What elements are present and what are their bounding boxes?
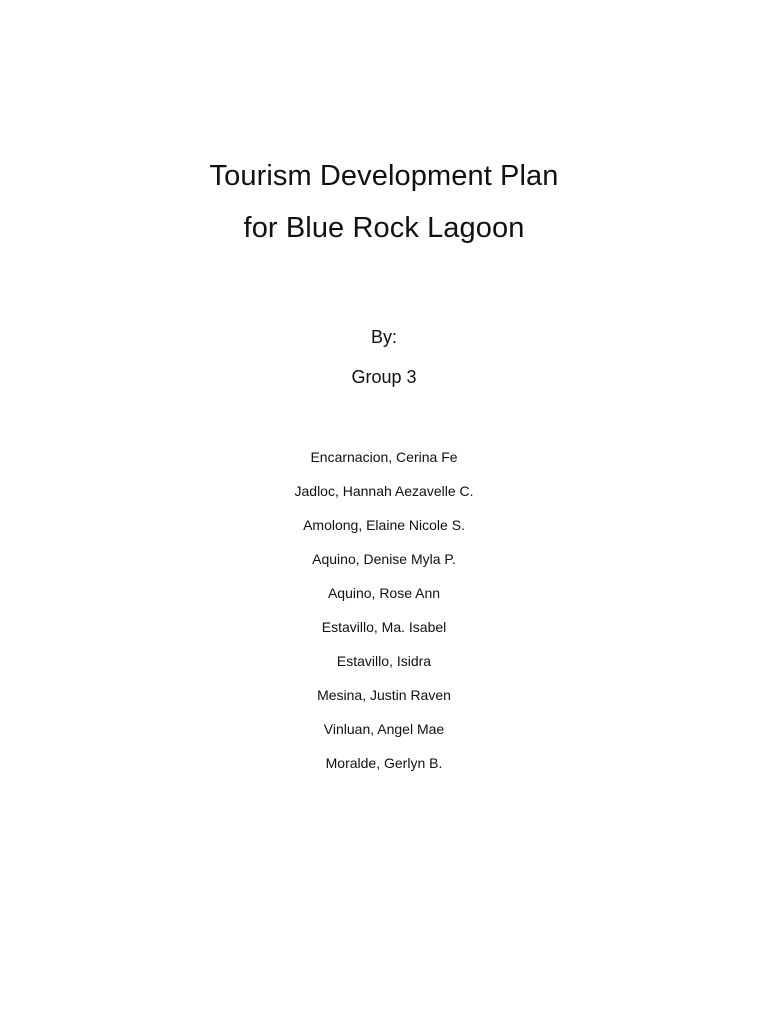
member-name: Jadloc, Hannah Aezavelle C.: [294, 483, 474, 499]
member-name: Moralde, Gerlyn B.: [325, 755, 443, 771]
by-label: By:: [370, 327, 397, 347]
byline: [0, 317, 768, 397]
member-name: Amolong, Elaine Nicole S.: [303, 517, 465, 533]
member-name: Estavillo, Isidra: [336, 653, 432, 669]
member-name: Encarnacion, Cerina Fe: [310, 449, 458, 465]
member-name: Aquino, Denise Myla P.: [312, 551, 456, 567]
member-name: Mesina, Justin Raven: [317, 687, 451, 703]
title-line-1: Tourism Development Plan: [209, 160, 559, 192]
member-name: Vinluan, Angel Mae: [323, 721, 445, 737]
member-list: [0, 440, 768, 780]
member-name: Estavillo, Ma. Isabel: [321, 619, 447, 635]
document-title: [0, 150, 768, 254]
member-name: Aquino, Rose Ann: [327, 585, 441, 601]
group-name: Group 3: [351, 367, 417, 387]
title-line-2: for Blue Rock Lagoon: [243, 212, 525, 244]
